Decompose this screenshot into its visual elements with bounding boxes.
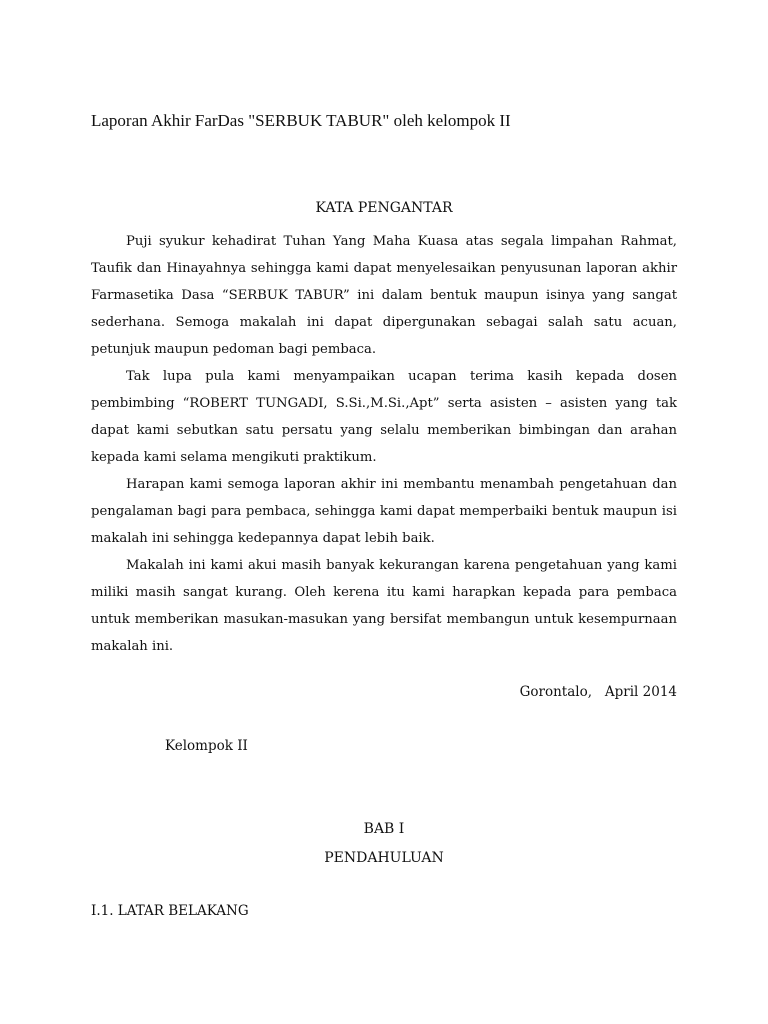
foreword-body (91, 228, 677, 660)
foreword-paragraph-2: Tak lupa pula kami menyampaikan ucapan terima kasih kepada dosen pembimbing “ROBERT TUNGADI, S.Si.,M.Si.,Apt” serta asisten – asisten yang tak dapat kami sebutkan satu persatu yang selalu memberikan bimbingan dan arahan kepada kami selama mengikuti praktikum. (91, 369, 677, 465)
foreword-paragraph-3: Harapan kami semoga laporan akhir ini membantu menambah pengetahuan dan pengalaman bagi para pembaca, sehingga kami dapat memperbaiki bentuk maupun isi makalah ini sehingga kedepannya dapat lebih baik. (91, 477, 677, 546)
section-heading: I.1. LATAR BELAKANG (91, 903, 249, 919)
place-date: Gorontalo, April 2014 (519, 684, 677, 700)
foreword-heading: KATA PENGANTAR (315, 200, 453, 216)
chapter-title: PENDAHULUAN (324, 850, 444, 866)
document-title: Laporan Akhir FarDas "SERBUK TABUR" oleh kelompok II (91, 111, 511, 130)
foreword-paragraph-4: Makalah ini kami akui masih banyak kekurangan karena pengetahuan yang kami miliki masih sangat kurang. Oleh kerena itu kami harapkan kepada para pembaca untuk memberikan masukan-masukan yang bersifat membangun untuk kesempurnaan makalah ini. (91, 558, 677, 654)
foreword-paragraph-1: Puji syukur kehadirat Tuhan Yang Maha Kuasa atas segala limpahan Rahmat, Taufik dan Hinayahnya sehingga kami dapat menyelesaikan penyusunan laporan akhir Farmasetika Dasa “SERBUK TABUR” ini dalam bentuk maupun isinya yang sangat sederhana. Semoga makalah ini dapat dipergunakan sebagai salah satu acuan, petunjuk maupun pedoman bagi pembaca. (91, 234, 677, 357)
chapter-number: BAB I (363, 821, 405, 837)
author-signature: Kelompok II (165, 738, 248, 754)
